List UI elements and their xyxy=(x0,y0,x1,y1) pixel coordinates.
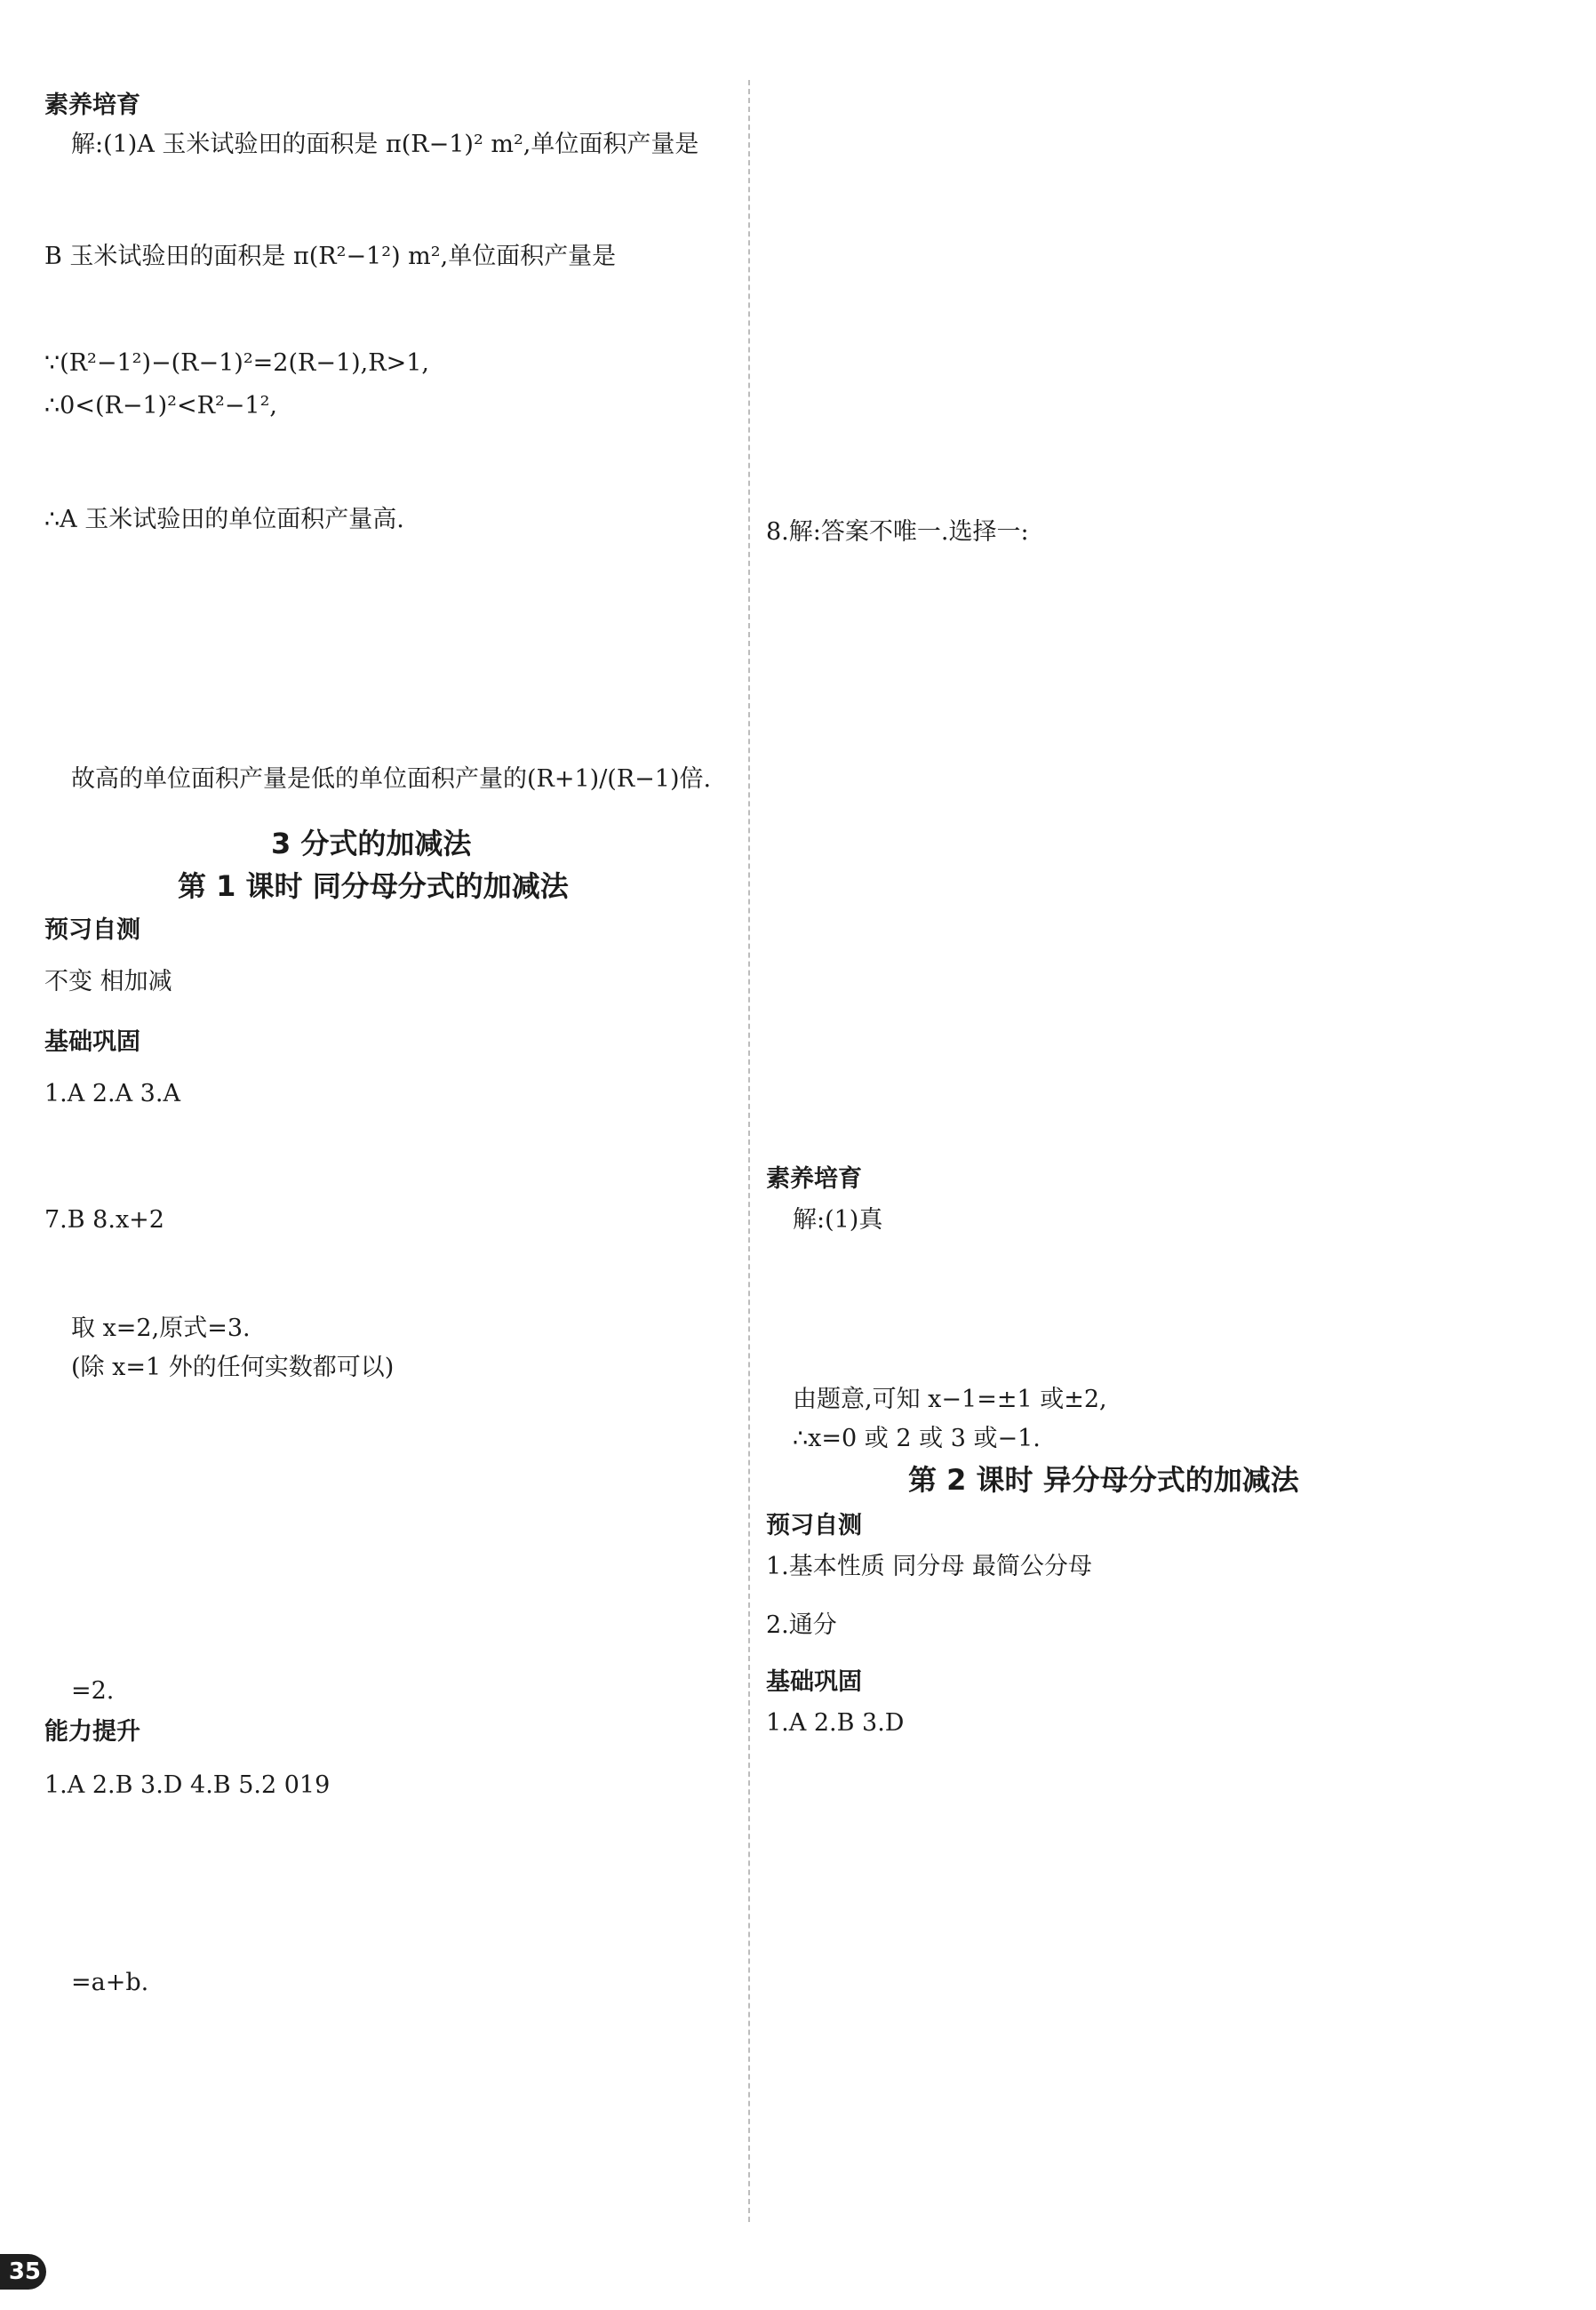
solution-line: =a+b. xyxy=(71,1969,149,1996)
solution-line: 故高的单位面积产量是低的单位面积产量的(R+1)/(R−1)倍. xyxy=(71,765,712,793)
answer-line: 1.基本性质 同分母 最简公分母 xyxy=(766,1553,1092,1580)
section-heading: 预习自测 xyxy=(44,916,140,944)
answer-line: 2.通分 xyxy=(766,1611,837,1639)
solution-line: ∴0<(R−1)²<R²−1², xyxy=(44,392,277,420)
section-heading: 素养培育 xyxy=(766,1165,862,1193)
section-heading: 素养培育 xyxy=(44,92,140,119)
section-heading: 基础巩固 xyxy=(766,1668,862,1696)
section-heading: 预习自测 xyxy=(766,1512,862,1539)
answer-line: 不变 相加减 xyxy=(44,968,172,995)
solution-line: ∴A 玉米试验田的单位面积产量高. xyxy=(44,506,404,533)
section-heading: 能力提升 xyxy=(44,1718,140,1746)
section-heading: 基础巩固 xyxy=(44,1028,140,1056)
column-divider xyxy=(748,80,750,2222)
answer-line: 1.A 2.A 3.A xyxy=(44,1080,180,1107)
right-column xyxy=(766,82,1548,2248)
answer-line: 1.A 2.B 3.D 4.B 5.2 019 xyxy=(44,1771,331,1799)
section-title: 3 分式的加减法 xyxy=(271,827,472,860)
solution-line: ∴x=0 或 2 或 3 或−1. xyxy=(793,1425,1041,1452)
solution-line: =2. xyxy=(71,1677,115,1705)
solution-line: 由题意,可知 x−1=±1 或±2, xyxy=(793,1386,1107,1413)
solution-line: 取 x=2,原式=3. xyxy=(71,1315,251,1342)
page-number: 35 xyxy=(0,2254,46,2290)
solution-line: B 玉米试验田的面积是 π(R²−1²) m²,单位面积产量是 xyxy=(44,243,617,270)
answer-line: 7.B 8.x+2 xyxy=(44,1206,164,1234)
answer-line: 1.A 2.B 3.D xyxy=(766,1709,905,1737)
solution-line: ∵(R²−1²)−(R−1)²=2(R−1),R>1, xyxy=(44,349,429,377)
solution-line: 解:(1)真 xyxy=(793,1206,883,1234)
lesson-title: 第 1 课时 同分母分式的加减法 xyxy=(178,869,569,903)
solution-line: 8.解:答案不唯一.选择一: xyxy=(766,518,1029,546)
solution-line: 解:(1)A 玉米试验田的面积是 π(R−1)² m²,单位面积产量是 xyxy=(71,131,699,158)
lesson-title: 第 2 课时 异分母分式的加减法 xyxy=(908,1463,1299,1497)
solution-line: (除 x=1 外的任何实数都可以) xyxy=(71,1354,395,1381)
left-column xyxy=(44,82,746,2248)
